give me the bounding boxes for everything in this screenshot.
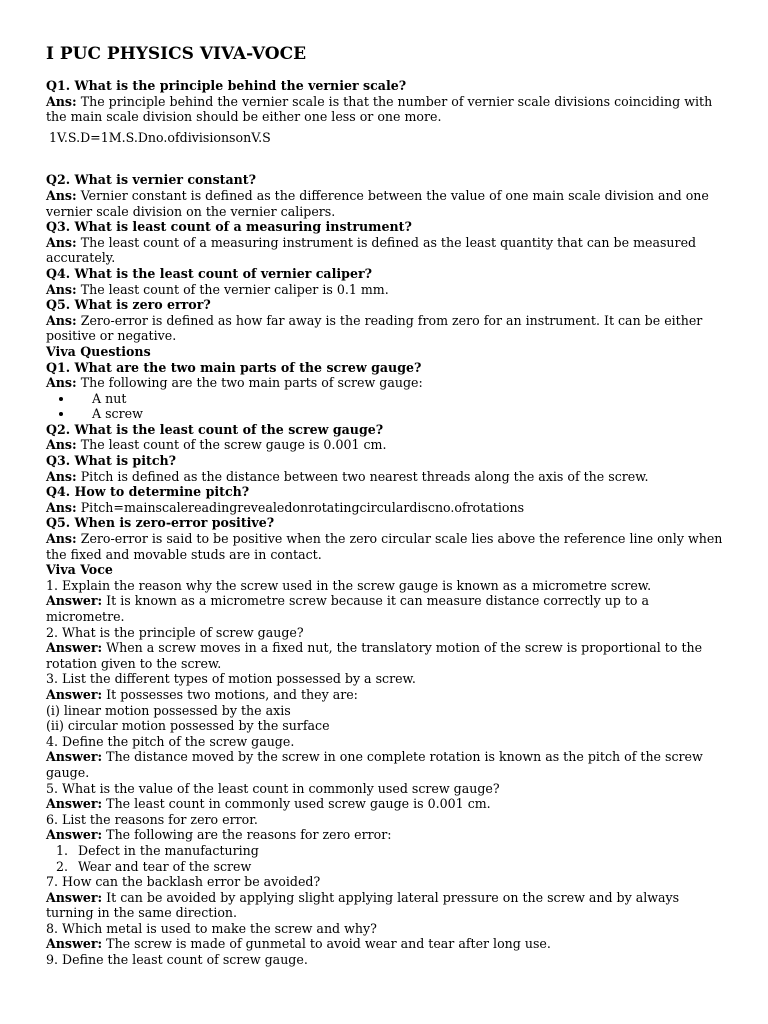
answer-text: The following are the reasons for zero error: xyxy=(106,827,392,843)
answer xyxy=(46,531,728,562)
answer-label: Answer: xyxy=(46,686,103,702)
answer-label: Answer: xyxy=(46,796,103,812)
answer-line: (ii) circular motion possessed by the surface xyxy=(46,718,330,734)
question: Q4. How to determine pitch? xyxy=(46,484,250,500)
answer-label: Ans: xyxy=(46,281,77,297)
answer xyxy=(46,593,728,624)
section-heading: Viva Questions xyxy=(46,343,151,359)
answer-text: Vernier constant is defined as the difference between the value of one main scale division and one vernier scale division on the vernier calipers. xyxy=(46,187,709,219)
answer-label: Answer: xyxy=(46,827,103,843)
question: Q1. What are the two main parts of the screw gauge? xyxy=(46,359,422,375)
question: 2. What is the principle of screw gauge? xyxy=(46,624,304,640)
answer-text: The screw is made of gunmetal to avoid wear and tear after long use. xyxy=(106,936,551,952)
document-title: I PUC PHYSICS VIVA-VOCE xyxy=(46,44,307,64)
answer-text: The principle behind the vernier scale is that the number of vernier scale divisions coinciding with the main scale division should be either one less or one more. xyxy=(46,93,713,125)
question: Q5. When is zero-error positive? xyxy=(46,515,275,531)
answer-label: Ans: xyxy=(46,437,77,453)
answer-text: The least count of the vernier caliper is 0.1 mm. xyxy=(80,281,389,297)
question: 9. Define the least count of screw gauge. xyxy=(46,952,308,968)
list-item: 1. Defect in the manufacturing xyxy=(72,843,728,859)
question: Q3. What is pitch? xyxy=(46,453,177,469)
question: Q2. What is vernier constant? xyxy=(46,172,257,188)
question: 6. List the reasons for zero error. xyxy=(46,811,258,827)
answer-text: The distance moved by the screw in one complete rotation is known as the pitch of the screw gauge. xyxy=(46,749,703,780)
answer xyxy=(46,936,728,952)
answer-text: Pitch=mainscalereadingrevealedonrotatingcirculardiscno.ofrotations xyxy=(80,499,525,515)
answer-text: Zero-error is said to be positive when the zero circular scale lies above the reference line only when the fixed and movable studs are in contact. xyxy=(46,531,723,562)
answer xyxy=(46,282,728,298)
question: Q2. What is the least count of the screw gauge? xyxy=(46,421,384,437)
question: Q5. What is zero error? xyxy=(46,297,211,313)
answer-text: The following are the two main parts of screw gauge: xyxy=(80,375,423,391)
answer-label: Ans: xyxy=(46,187,77,203)
answer xyxy=(46,687,728,703)
answer xyxy=(46,827,728,843)
answer-label: Ans: xyxy=(46,375,77,391)
answer-label: Answer: xyxy=(46,889,103,905)
answer xyxy=(46,94,728,125)
section-heading: Viva Voce xyxy=(46,562,113,578)
answer xyxy=(46,500,728,516)
answer-label: Ans: xyxy=(46,234,77,250)
answer-text: It can be avoided by applying slight applying lateral pressure on the screw and by always turning in the same direction. xyxy=(46,889,680,921)
answer-label: Ans: xyxy=(46,312,77,328)
answer-text: The least count in commonly used screw gauge is 0.001 cm. xyxy=(106,796,491,812)
answer xyxy=(46,890,728,921)
answer xyxy=(46,469,728,485)
answer xyxy=(46,235,728,266)
question: Q3. What is least count of a measuring instrument? xyxy=(46,219,412,235)
answer xyxy=(46,437,728,453)
answer xyxy=(46,796,728,812)
list-item: • A nut xyxy=(74,391,728,407)
answer xyxy=(46,313,728,344)
answer-label: Ans: xyxy=(46,468,77,484)
answer-text: The least count of a measuring instrument is defined as the least quantity that can be measured accurately. xyxy=(46,234,697,266)
answer xyxy=(46,749,728,780)
question: 4. Define the pitch of the screw gauge. xyxy=(46,733,295,749)
answer xyxy=(46,640,728,671)
answer-text: When a screw moves in a fixed nut, the translatory motion of the screw is proportional to the rotation given to the screw. xyxy=(46,640,703,671)
bullet-list xyxy=(46,391,728,422)
list-item: • A screw xyxy=(74,406,728,422)
answer xyxy=(46,375,728,391)
answer-label: Ans: xyxy=(46,531,77,547)
answer-text: The least count of the screw gauge is 0.001 cm. xyxy=(80,437,387,453)
formula: 1V.S.D=1M.S.Dno.ofdivisionsonV.S xyxy=(49,129,271,145)
answer-label: Answer: xyxy=(46,593,103,609)
question: Q1. What is the principle behind the vernier scale? xyxy=(46,78,407,93)
list-item: 2. Wear and tear of the screw xyxy=(72,859,728,875)
answer-label: Answer: xyxy=(46,936,103,952)
question: 7. How can the backlash error be avoided? xyxy=(46,874,321,890)
answer-text: It possesses two motions, and they are: xyxy=(106,686,358,702)
answer-line: (i) linear motion possessed by the axis xyxy=(46,702,291,718)
answer-label: Answer: xyxy=(46,640,103,656)
question: Q4. What is the least count of vernier caliper? xyxy=(46,265,372,281)
question: 8. Which metal is used to make the screw and why? xyxy=(46,920,377,936)
answer-text: Zero-error is defined as how far away is the reading from zero for an instrument. It can be either positive or negative. xyxy=(46,312,703,344)
answer-label: Ans: xyxy=(46,499,77,515)
question: 1. Explain the reason why the screw used in the screw gauge is known as a micrometre screw. xyxy=(46,577,652,593)
question: 3. List the different types of motion possessed by a screw. xyxy=(46,671,416,687)
numbered-list xyxy=(46,843,728,874)
answer-text: It is known as a micrometre screw because it can measure distance correctly up to a micrometre. xyxy=(46,593,650,624)
answer-text: Pitch is defined as the distance between two nearest threads along the axis of the screw. xyxy=(80,468,649,484)
answer-label: Answer: xyxy=(46,749,103,765)
answer xyxy=(46,188,728,219)
question: 5. What is the value of the least count in commonly used screw gauge? xyxy=(46,780,500,796)
answer-label: Ans: xyxy=(46,93,77,109)
